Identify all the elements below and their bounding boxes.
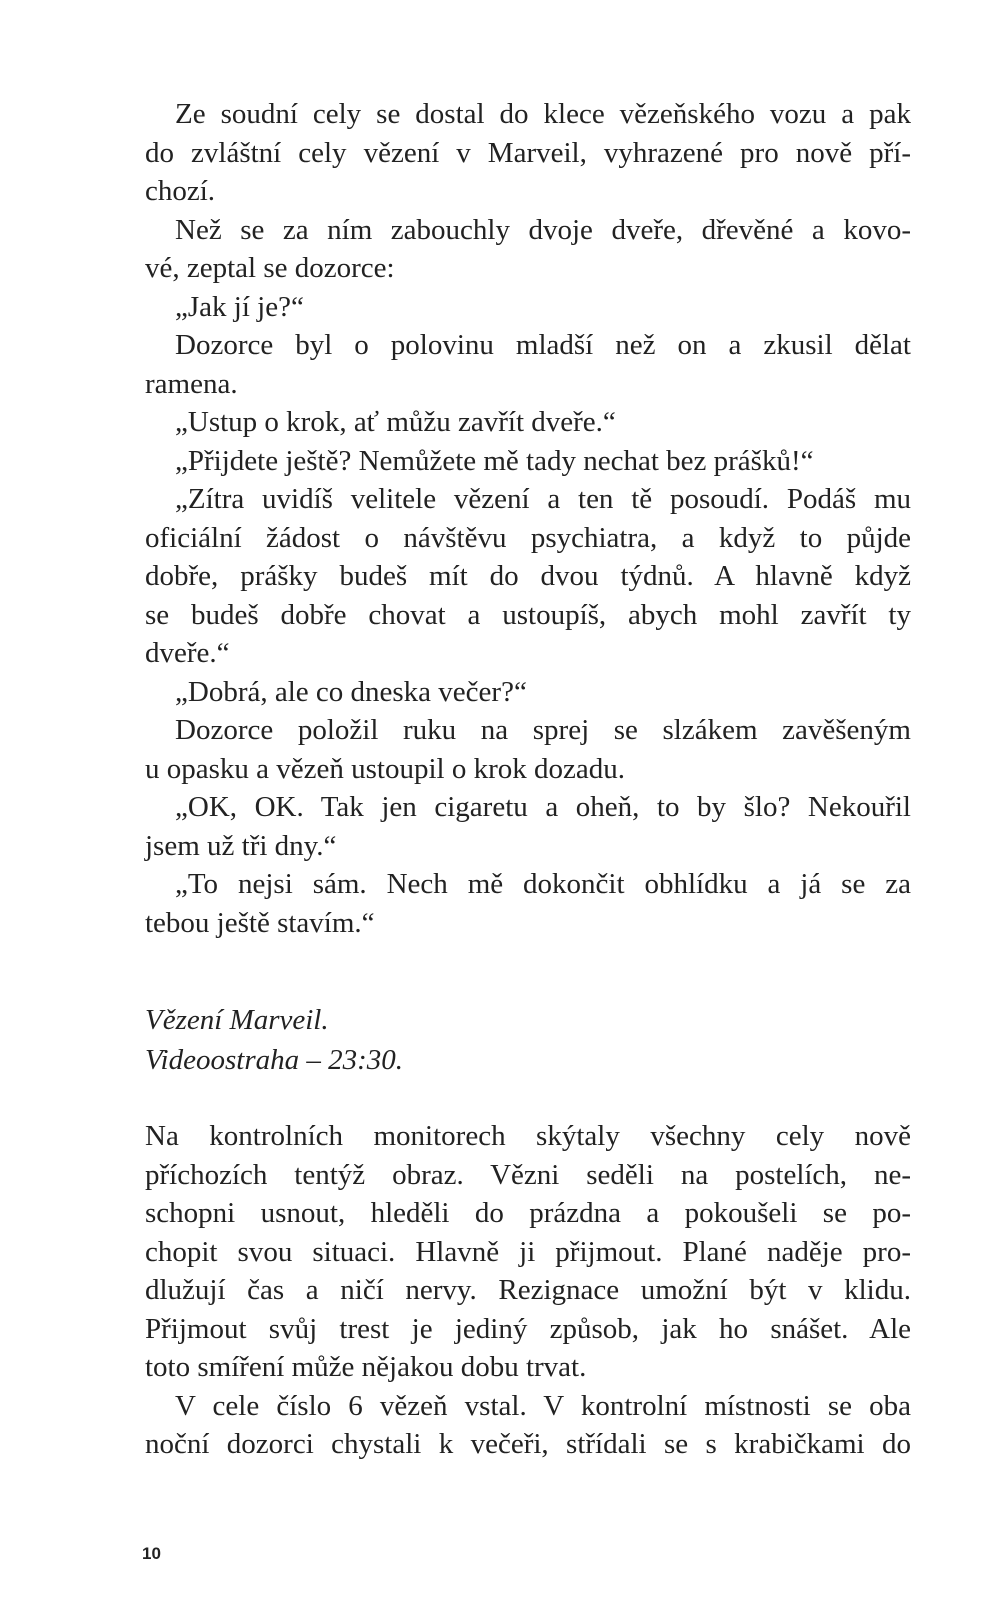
text-line: do zvláštní cely vězení v Marveil, vyhrazené pro nově pří- <box>145 136 911 169</box>
heading-location: Vězení Marveil. <box>145 1004 329 1036</box>
text-line: „OK, OK. Tak jen cigaretu a oheň, to by šlo? Nekouřil <box>175 791 911 823</box>
text-line: tebou ještě stavím.“ <box>145 906 375 939</box>
text-line: Dozorce byl o polovinu mladší než on a zkusil dělat <box>175 329 911 361</box>
text-line: noční dozorci chystali k večeři, střídali se s krabičkami do <box>145 1428 911 1460</box>
text-line: dveře.“ <box>145 637 230 669</box>
text-line: vé, zeptal se dozorce: <box>145 252 395 284</box>
text-line: dobře, prášky budeš mít do dvou týdnů. A hlavně když <box>145 560 911 592</box>
text-line: Přijmout svůj trest je jediný způsob, jak ho snášet. Ale <box>145 1312 911 1345</box>
text-line: „Dobrá, ale co dneska večer?“ <box>175 675 527 708</box>
text-line: „To nejsi sám. Nech mě dokončit obhlídku a já se za <box>175 868 911 900</box>
text-line: dlužují čas a ničí nervy. Rezignace umožní být v klidu. <box>145 1274 911 1306</box>
text-line: schopni usnout, hleděli do prázdna a pokoušeli se po- <box>145 1197 911 1229</box>
text-line: u opasku a vězeň ustoupil o krok dozadu. <box>145 752 626 785</box>
text-line: toto smíření může nějakou dobu trvat. <box>145 1351 587 1383</box>
text-line: V cele číslo 6 vězeň vstal. V kontrolní místnosti se oba <box>175 1389 911 1422</box>
heading-time: Videoostraha – 23:30. <box>145 1044 404 1076</box>
text-line: oficiální žádost o návštěvu psychiatra, a když to půjde <box>145 521 911 554</box>
scene-heading <box>145 1000 911 1080</box>
dialogue-section <box>145 95 911 942</box>
narrative-section <box>145 1117 911 1464</box>
text-line: Na kontrolních monitorech skýtaly všechny cely nově <box>145 1120 911 1152</box>
page-number: 10 <box>142 1544 161 1563</box>
text-line: ramena. <box>145 367 238 400</box>
text-line: chopit svou situaci. Hlavně ji přijmout. Plané naděje pro- <box>145 1235 911 1268</box>
text-line: „Zítra uvidíš velitele vězení a ten tě posoudí. Podáš mu <box>175 483 911 515</box>
text-line: „Ustup o krok, ať můžu zavřít dveře.“ <box>175 406 616 438</box>
text-line: Než se za ním zabouchly dvoje dveře, dřevěné a kovo- <box>175 213 911 246</box>
text-line: „Jak jí je?“ <box>175 290 304 323</box>
text-line: Ze soudní cely se dostal do klece vězeňského vozu a pak <box>175 98 911 130</box>
text-line: se budeš dobře chovat a ustoupíš, abych mohl zavřít ty <box>145 598 911 631</box>
text-line: „Přijdete ještě? Nemůžete mě tady nechat bez prášků!“ <box>175 444 814 477</box>
text-line: chozí. <box>145 175 216 207</box>
text-line: příchozích tentýž obraz. Vězni seděli na postelích, ne- <box>145 1158 911 1191</box>
text-line: Dozorce položil ruku na sprej se slzákem zavěšeným <box>175 714 911 746</box>
text-line: jsem už tři dny.“ <box>145 829 337 862</box>
